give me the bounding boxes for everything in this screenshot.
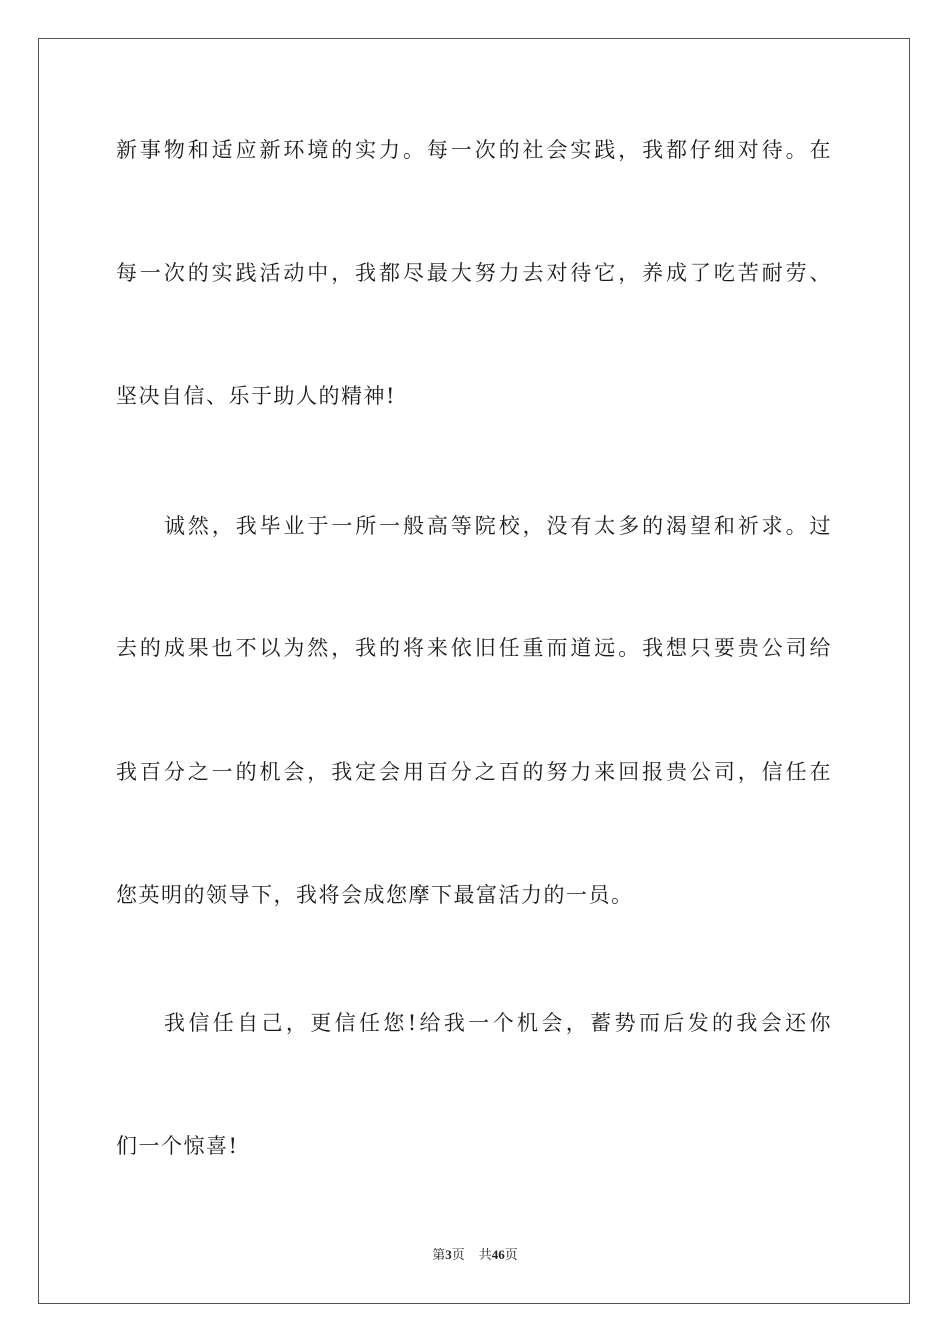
text-line: 您英明的领导下，我将会成您摩下最富活力的一员。 (116, 883, 634, 907)
paragraph-first-line: 我信任自己，更信任您!给我一个机会，蓄势而后发的我会还你 (164, 1011, 832, 1035)
paragraph-first-line: 诚然，我毕业于一所一般高等院校，没有太多的渴望和祈求。过 (164, 514, 832, 538)
text-line: 新事物和适应新环境的实力。每一次的社会实践，我都仔细对待。在 (116, 138, 832, 162)
text-line: 我百分之一的机会，我定会用百分之百的努力来回报贵公司，信任在 (116, 760, 832, 784)
text-line: 坚决自信、乐于助人的精神! (116, 384, 396, 408)
page-border (38, 38, 910, 1304)
text-line: 每一次的实践活动中，我都尽最大努力去对待它，养成了吃苦耐劳、 (116, 261, 832, 285)
total-pages: 46 (491, 1247, 505, 1262)
page-label-prefix: 第 (432, 1247, 446, 1262)
text-line: 去的成果也不以为然，我的将来依旧任重而道远。我想只要贵公司给 (116, 636, 832, 660)
page-label-suffix: 页 (451, 1247, 465, 1262)
total-label-suffix: 页 (504, 1247, 518, 1262)
page-number: 3 (445, 1247, 452, 1262)
text-line: 们一个惊喜! (116, 1134, 239, 1158)
page-footer (0, 1246, 950, 1264)
total-label-prefix: 共 (478, 1247, 492, 1262)
